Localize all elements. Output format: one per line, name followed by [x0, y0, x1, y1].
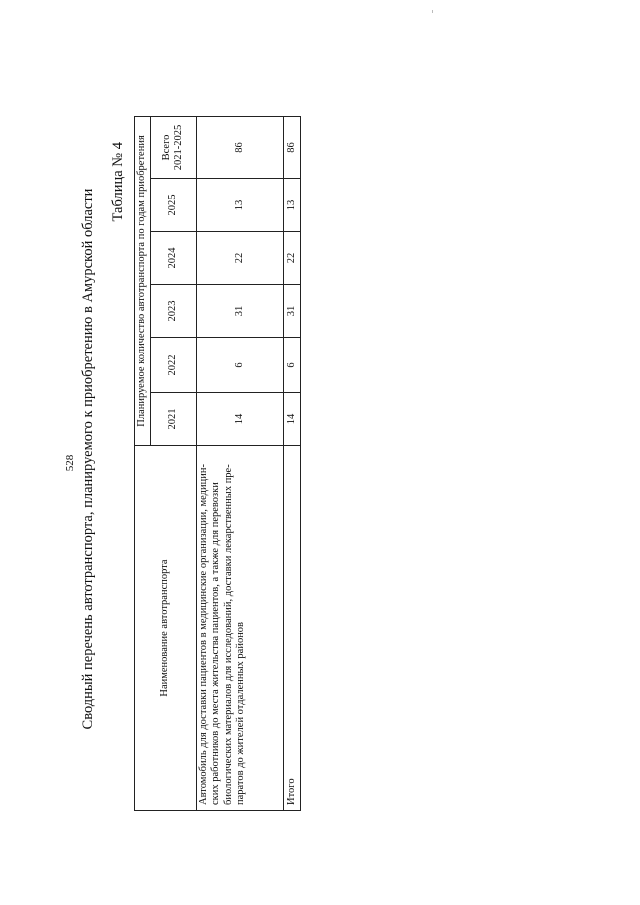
header-total-line2: 2021-2025 [173, 124, 185, 170]
header-total [150, 116, 196, 178]
value-cell: 22 [196, 231, 283, 284]
rotated-content [77, 87, 377, 837]
vehicle-name-cell [196, 445, 283, 810]
document-title: Сводный перечень автотранспорта, планируемого к приобретению в Амурской области [80, 188, 96, 729]
value-cell: 31 [196, 284, 283, 337]
total-value: 6 [284, 337, 301, 392]
vehicle-name-line: ских работников до места жительства пациентов, а также для перевозки [210, 481, 222, 805]
table-row [196, 116, 283, 810]
header-total-line1: Всего [160, 134, 172, 160]
page-number: 528 [64, 454, 76, 472]
scan-artifact [432, 10, 433, 13]
header-year: 2025 [150, 178, 196, 231]
vehicle-name-line: паратов до жителей отдаленных районов [235, 621, 247, 805]
value-cell: 13 [196, 178, 283, 231]
total-value-grand: 86 [284, 116, 301, 178]
vehicle-name-line: Автомобиль для доставки пациентов в медицинские организации, медицин- [197, 463, 209, 805]
value-cell: 6 [196, 337, 283, 392]
header-group: Планируемое количество автотранспорта по годам приобретения [135, 116, 151, 445]
total-value: 13 [284, 178, 301, 231]
vehicle-table [134, 115, 301, 810]
total-value: 14 [284, 392, 301, 445]
header-name: Наименование автотранспорта [135, 445, 197, 810]
header-year: 2024 [150, 231, 196, 284]
total-value: 22 [284, 231, 301, 284]
header-row-1 [135, 116, 151, 810]
header-year: 2021 [150, 392, 196, 445]
total-label: Итого [284, 445, 301, 810]
value-cell: 14 [196, 392, 283, 445]
vehicle-name-line: биологических материалов для исследований, доставки лекарственных пре- [222, 463, 234, 805]
total-value: 31 [284, 284, 301, 337]
header-year: 2023 [150, 284, 196, 337]
value-cell-total: 86 [196, 116, 283, 178]
table-label: Таблица № 4 [110, 141, 126, 221]
header-year: 2022 [150, 337, 196, 392]
total-row [284, 116, 301, 810]
